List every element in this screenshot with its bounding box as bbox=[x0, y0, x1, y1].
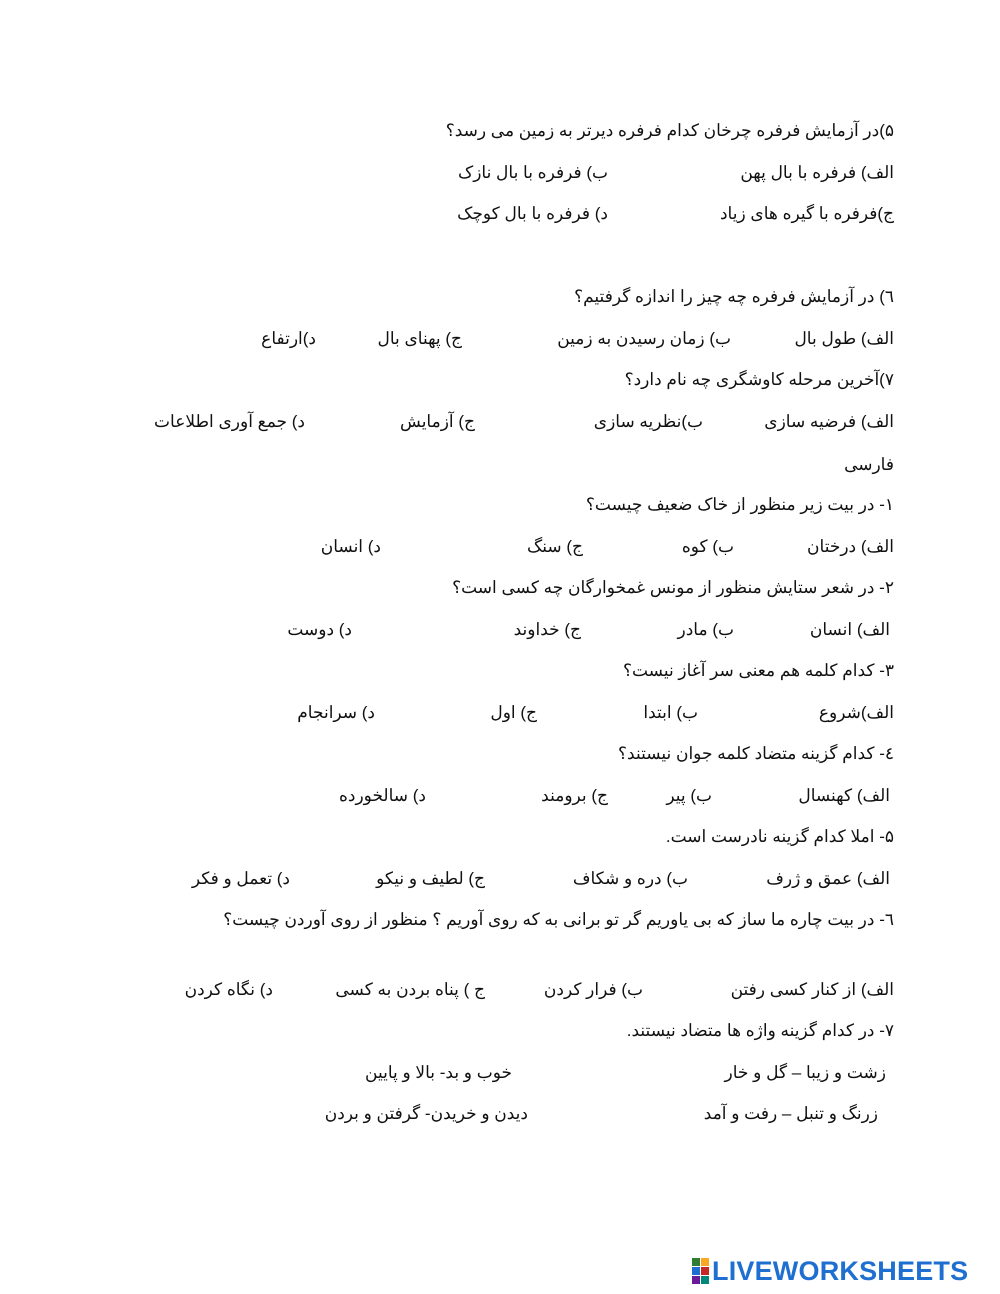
farsi-q7-question: ۷- در کدام گزینه واژه ها متضاد نیستند. bbox=[626, 1021, 894, 1040]
farsi-q7-option-a: زشت و زیبا – گل و خار bbox=[724, 1063, 886, 1082]
farsi-q1-option-b: ب) کوه bbox=[681, 537, 734, 556]
farsi-q1-option-a: الف) درختان bbox=[807, 537, 894, 556]
science-q6-option-b: ب) زمان رسیدن به زمین bbox=[557, 329, 731, 348]
liveworksheets-brand-text: LIVEWORKSHEETS bbox=[712, 1255, 969, 1286]
farsi-q1-question: ۱- در بیت زیر منظور از خاک ضعیف چیست؟ bbox=[585, 495, 894, 514]
farsi-q7-option-c: زرنگ و تنبل – رفت و آمد bbox=[703, 1104, 878, 1123]
farsi-q2-option-d: د) دوست bbox=[287, 620, 352, 639]
farsi-q3-option-b: ب) ابتدا bbox=[643, 703, 698, 722]
farsi-q4-option-a: الف) کهنسال bbox=[798, 786, 890, 805]
liveworksheets-logo-icon bbox=[692, 1258, 709, 1284]
farsi-q5-option-d: د) تعمل و فکر bbox=[191, 869, 290, 888]
farsi-q4-option-c: ج) برومند bbox=[541, 786, 608, 805]
farsi-q2-option-b: ب) مادر bbox=[677, 620, 734, 639]
science-q6-option-c: ج) پهنای بال bbox=[377, 329, 462, 348]
farsi-q3-option-c: ج) اول bbox=[490, 703, 537, 722]
science-q7-question: ۷)آخرین مرحله کاوشگری چه نام دارد؟ bbox=[624, 370, 894, 389]
science-q7-option-d: د) جمع آوری اطلاعات bbox=[154, 412, 305, 431]
science-q5-option-c: ج)فرفره با گیره های زیاد bbox=[719, 204, 894, 223]
science-q7-option-c: ج) آزمایش bbox=[400, 412, 475, 431]
farsi-q7-option-d: دیدن و خریدن- گرفتن و بردن bbox=[324, 1104, 528, 1123]
science-q7-option-b: ب)نظریه سازی bbox=[593, 412, 703, 431]
science-q7-option-a: الف) فرضیه سازی bbox=[764, 412, 894, 431]
liveworksheets-logo bbox=[692, 1256, 968, 1286]
science-q6-question: ٦) در آزمایش فرفره چه چیز را اندازه گرفتیم؟ bbox=[574, 287, 894, 306]
farsi-q6-question: ٦- در بیت چاره ما ساز که بی یاوریم گر تو برانی به که روی آوریم ؟ منظور از روی آوردن چیست؟ bbox=[223, 910, 894, 929]
farsi-q4-option-b: ب) پیر bbox=[666, 786, 712, 805]
science-q5-option-b: ب) فرفره با بال نازک bbox=[458, 163, 608, 182]
farsi-q4-question: ٤- کدام گزینه متضاد کلمه جوان نیستند؟ bbox=[618, 744, 894, 763]
farsi-q3-question: ۳- کدام کلمه هم معنی سر آغاز نیست؟ bbox=[622, 661, 894, 680]
farsi-q7-option-b: خوب و بد- بالا و پایین bbox=[365, 1063, 512, 1082]
farsi-q1-option-c: ج) سنگ bbox=[527, 537, 583, 556]
science-q6-option-a: الف) طول بال bbox=[794, 329, 894, 348]
farsi-q6-option-b: ب) فرار کردن bbox=[543, 980, 643, 999]
farsi-q6-option-a: الف) از کنار کسی رفتن bbox=[730, 980, 894, 999]
section-heading-farsi: فارسی bbox=[844, 455, 894, 474]
science-q5-option-a: الف) فرفره با بال پهن bbox=[740, 163, 894, 182]
farsi-q5-question: ۵- املا کدام گزینه نادرست است. bbox=[665, 827, 894, 846]
farsi-q1-option-d: د) انسان bbox=[320, 537, 381, 556]
farsi-q2-question: ۲- در شعر ستایش منظور از مونس غمخوارگان چه کسی است؟ bbox=[452, 578, 894, 597]
farsi-q2-option-a: الف) انسان bbox=[809, 620, 890, 639]
farsi-q6-option-d: د) نگاه کردن bbox=[184, 980, 273, 999]
farsi-q3-option-d: د) سرانجام bbox=[297, 703, 375, 722]
farsi-q5-option-b: ب) دره و شکاف bbox=[572, 869, 688, 888]
farsi-q4-option-d: د) سالخورده bbox=[338, 786, 426, 805]
farsi-q5-option-c: ج) لطیف و نیکو bbox=[376, 869, 485, 888]
science-q6-option-d: د)ارتفاع bbox=[261, 329, 316, 348]
farsi-q5-option-a: الف) عمق و ژرف bbox=[766, 869, 890, 888]
farsi-q2-option-c: ج) خداوند bbox=[513, 620, 581, 639]
farsi-q3-option-a: الف)شروع bbox=[818, 703, 894, 722]
farsi-q6-option-c: ج ) پناه بردن به کسی bbox=[335, 980, 485, 999]
science-q5-question: ۵)در آزمایش فرفره چرخان کدام فرفره دیرتر به زمین می رسد؟ bbox=[445, 121, 894, 140]
science-q5-option-d: د) فرفره با بال کوچک bbox=[457, 204, 608, 223]
